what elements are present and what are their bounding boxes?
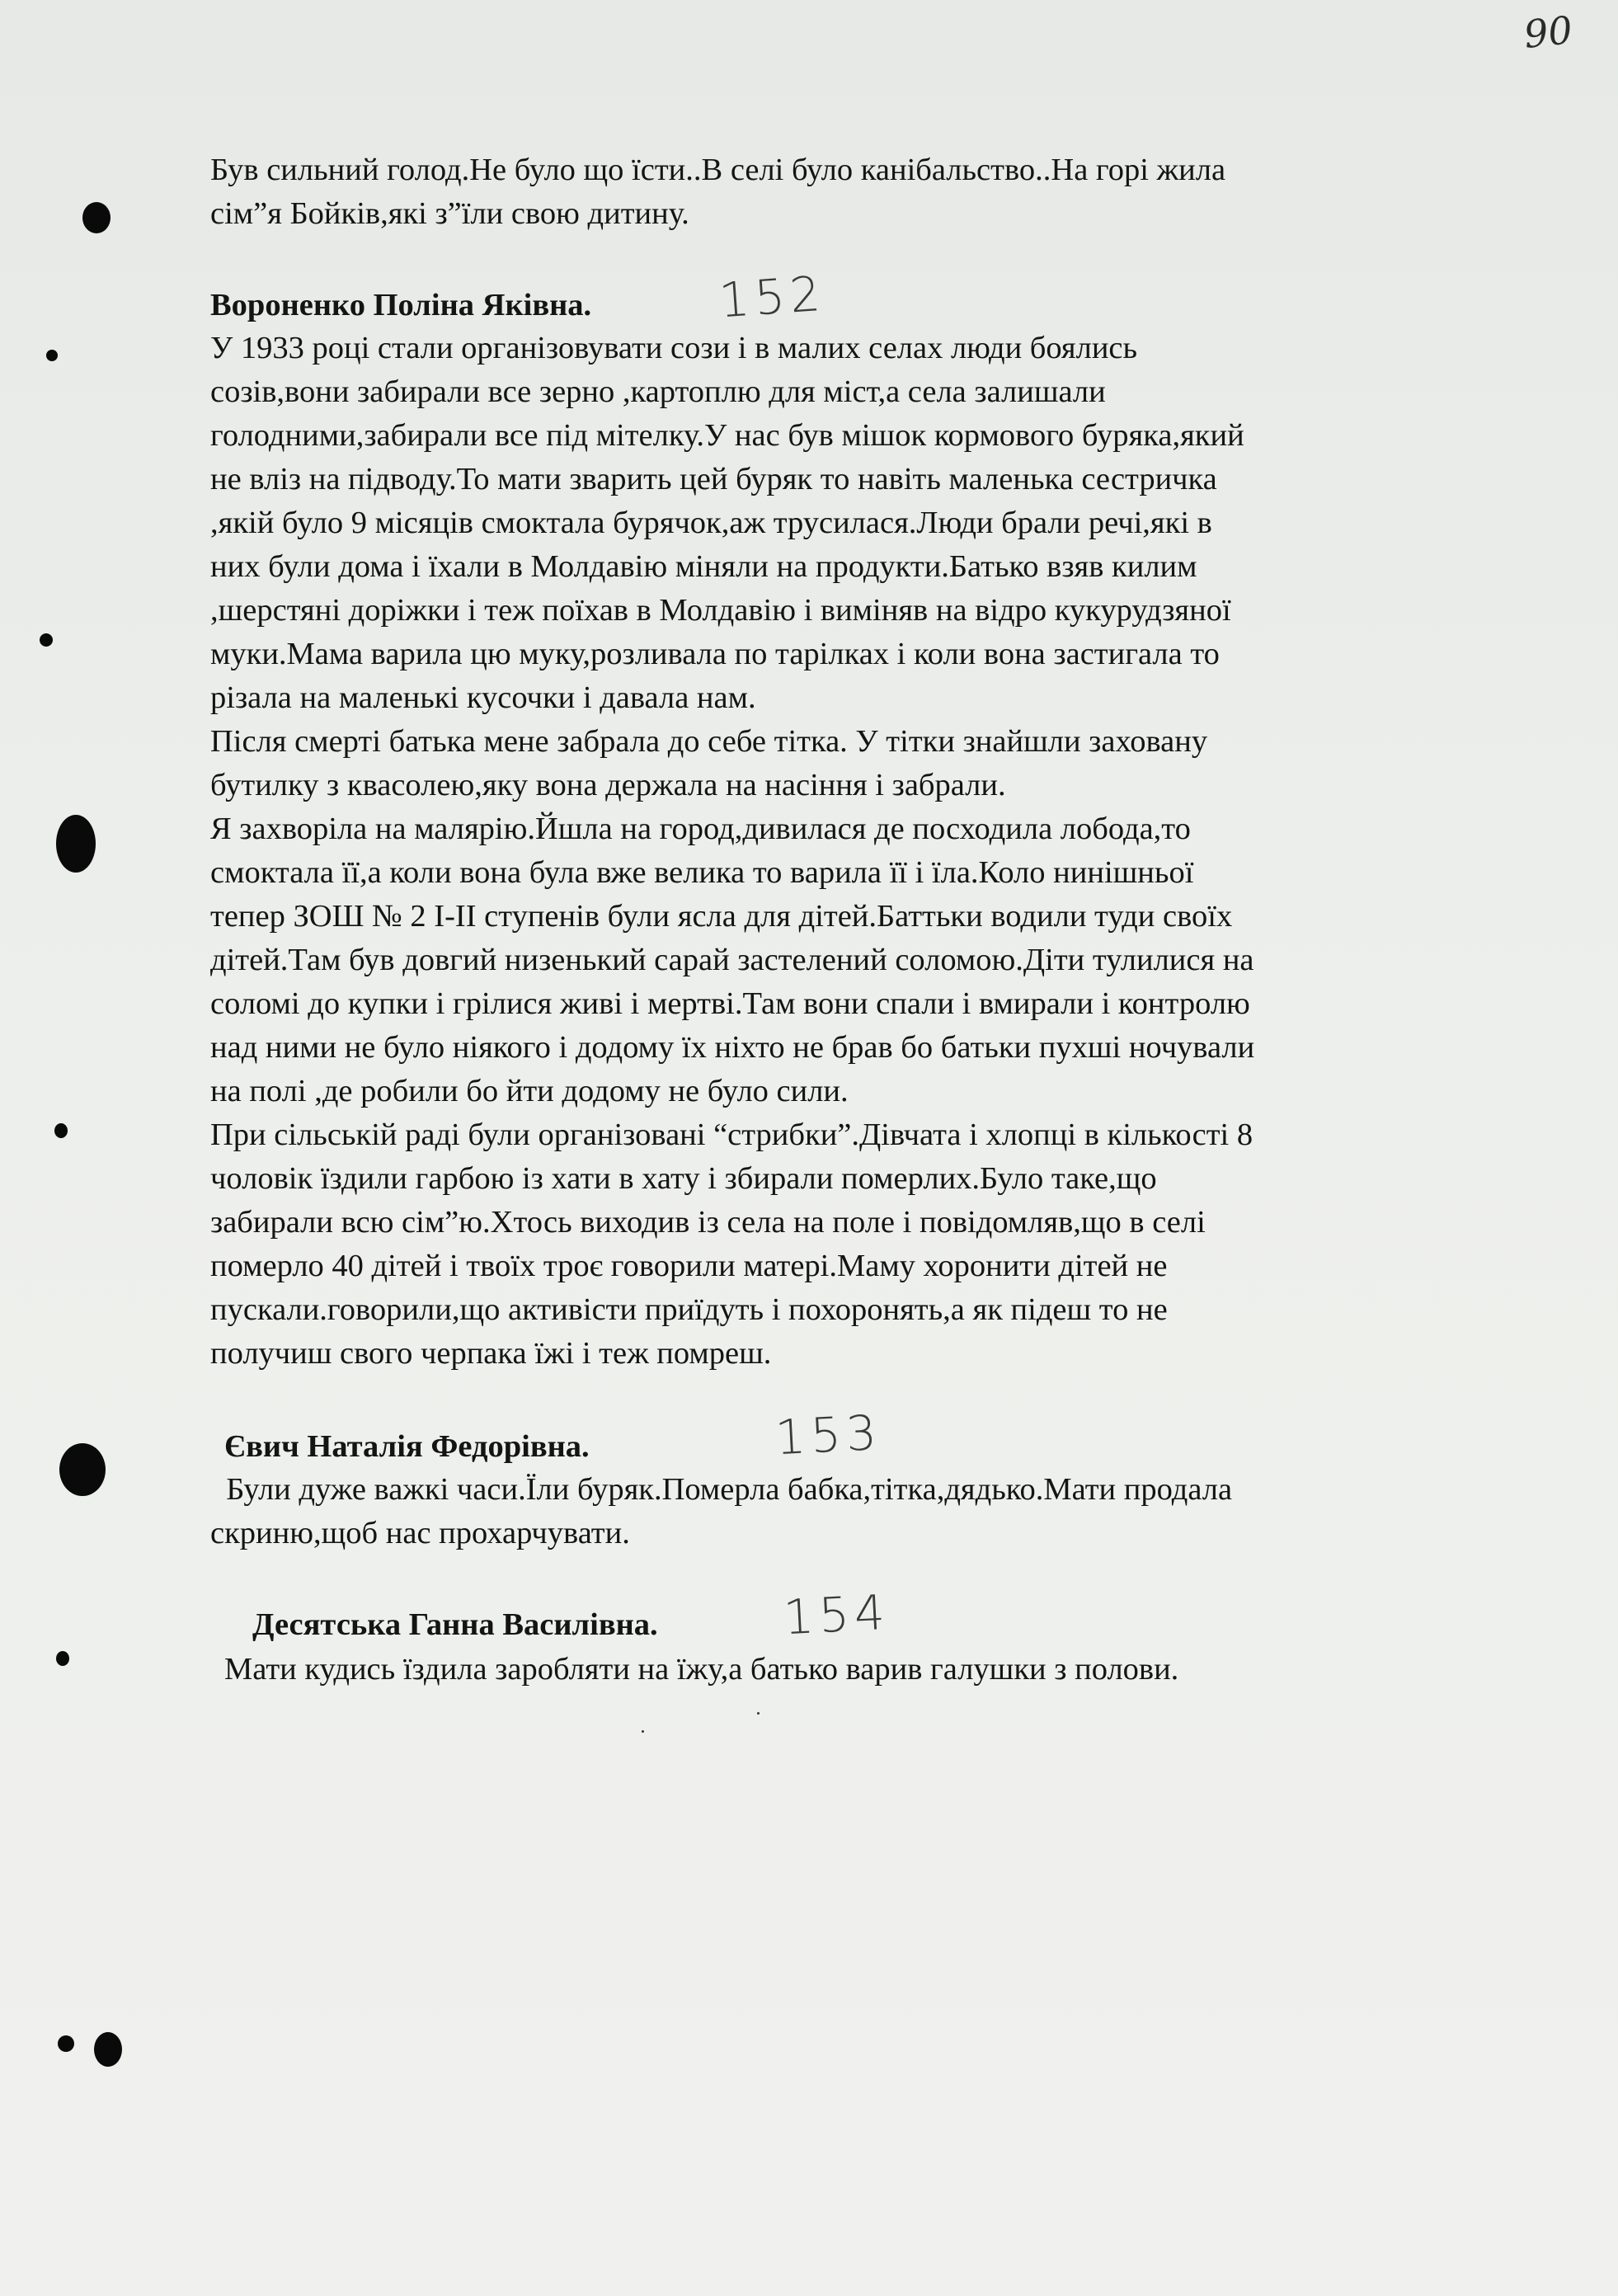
text-line: Після смерті батька мене забрала до себе тітка. У тітки знайшли заховану xyxy=(210,724,1208,759)
text-line: ,якій було 9 місяців смоктала бурячок,аж трусилася.Люди брали речі,які в xyxy=(210,506,1212,540)
text-line: дітей.Там був довгий низенький сарай застелений соломою.Діти тулилися на xyxy=(210,943,1254,977)
text-line: пускали.говорили,що активісти приїдуть і похоронять,а як підеш то не xyxy=(210,1292,1168,1327)
text-line: Мати кудись їздила заробляти на їжу,а батько варив галушки з полови. xyxy=(224,1652,1179,1687)
punch-hole xyxy=(94,2032,122,2067)
text-line: скриню,щоб нас прохарчувати. xyxy=(210,1516,630,1550)
text-line: При сільській раді були організовані “стрибки”.Дівчата і хлопці в кількості 8 xyxy=(210,1117,1253,1152)
entry-text xyxy=(210,327,1497,1376)
text-line: ,шерстяні доріжки і теж поїхав в Молдавію і виміняв на відро кукурудзяної xyxy=(210,593,1231,628)
punch-hole xyxy=(56,1651,69,1666)
text-line: на полі ,де робили бо йти додому не було сили. xyxy=(210,1074,849,1108)
text-line: муки.Мама варила цю муку,розливала по тарілках і коли вона застигала то xyxy=(210,637,1220,671)
punch-hole xyxy=(58,2035,74,2052)
punch-hole xyxy=(82,202,111,233)
text-line: Були дуже важкі часи.Їли буряк.Померла бабка,тітка,дядько.Мати продала xyxy=(210,1472,1233,1507)
text-line: Я захворіла на малярію.Йшла на город,дивилася де посходила лобода,то xyxy=(210,812,1191,846)
punch-hole xyxy=(56,815,96,873)
paper-speck xyxy=(642,1730,644,1733)
text-line: забирали всю сім”ю.Хтось виходив із села на поле і повідомляв,що в селі xyxy=(210,1205,1206,1240)
record-number: 153 xyxy=(774,1404,883,1466)
text-line: бутилку з квасолею,яку вона держала на насіння і забрали. xyxy=(210,768,1006,802)
text-line: померло 40 дітей і твоїх троє говорили матері.Маму хоронити дітей не xyxy=(210,1249,1168,1283)
text-line: не вліз на підводу.То мати зварить цей буряк то навіть маленька сестричка xyxy=(210,462,1217,496)
paper-speck xyxy=(757,1712,760,1715)
text-line: над ними не було ніякого і додому їх ніхто не брав бо батьки пухші ночували xyxy=(210,1030,1255,1065)
text-line: созів,вони забирали все зерно ,картоплю для міст,а села залишали xyxy=(210,374,1106,409)
entry-heading: Євич Наталія Федорівна. xyxy=(224,1429,590,1464)
page-number: 90 xyxy=(1522,7,1575,57)
text-line: них були дома і їхали в Молдавію міняли на продукти.Батько взяв килим xyxy=(210,549,1197,584)
entry-heading: Вороненко Поліна Яківна. xyxy=(210,288,592,322)
record-number: 152 xyxy=(717,265,827,329)
text-line: голодними,забирали все під мітелку.У нас був мішок кормового буряка,який xyxy=(210,418,1244,453)
text-line: чоловік їздили гарбою із хати в хату і збирали померлих.Було таке,що xyxy=(210,1161,1157,1196)
entry-text xyxy=(210,1468,1497,1555)
punch-hole xyxy=(46,350,58,361)
punch-hole xyxy=(54,1123,68,1138)
text-line: У 1933 році стали організовувати сози і в малих селах люди боялись xyxy=(210,331,1138,365)
entry-text xyxy=(224,1648,1511,1691)
record-number: 154 xyxy=(782,1583,891,1646)
text-line: тепер ЗОШ № 2 І-ІІ ступенів були ясла для дітей.Баттьки водили туди своїх xyxy=(210,899,1233,934)
punch-hole xyxy=(40,633,53,647)
text-line: Був сильний голод.Не було що їсти..В селі було канібальство..На горі жила xyxy=(210,153,1226,187)
punch-hole xyxy=(59,1443,106,1496)
text-line: різала на маленькі кусочки і давала нам. xyxy=(210,680,756,715)
text-line: сім”я Бойків,які з”їли свою дитину. xyxy=(210,196,689,231)
intro-paragraph xyxy=(210,148,1497,236)
text-line: смоктала її,а коли вона була вже велика то варила її і їла.Коло нинішньої xyxy=(210,855,1194,890)
text-line: получиш свого черпака їжі і теж помреш. xyxy=(210,1336,772,1371)
text-line: соломі до купки і грілися живі і мертві.Там вони спали і вмирали і контролю xyxy=(210,986,1250,1021)
entry-heading: Десятська Ганна Василівна. xyxy=(252,1607,658,1642)
